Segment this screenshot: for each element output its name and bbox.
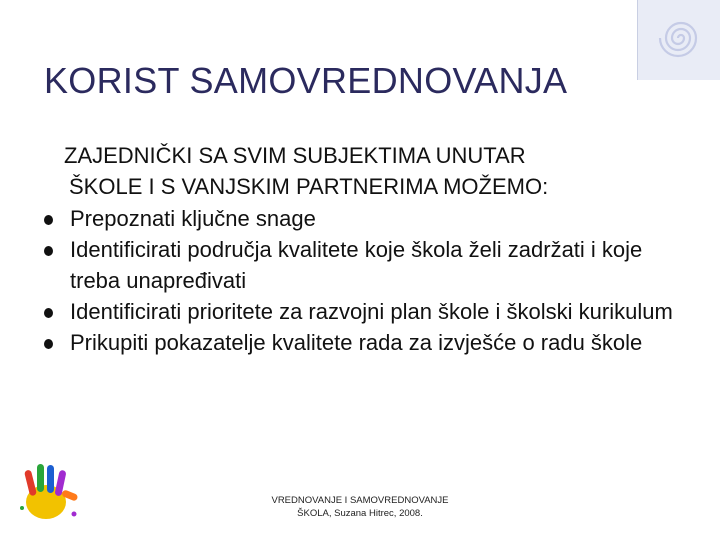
bullet-text: Identificirati prioritete za razvojni plan škole i školski kurikulum [70,299,673,324]
colorful-hand-icon [14,456,84,531]
bullet-dot-icon [44,246,53,256]
bullet-dot-icon [44,308,53,318]
bullet-text: Prepoznati ključne snage [70,206,316,231]
footer [250,494,470,520]
footer-line-1: VREDNOVANJE I SAMOVREDNOVANJE [271,495,449,506]
footer-line-2: ŠKOLA, Suzana Hitrec, 2008. [297,508,423,519]
bullet-dot-icon [44,215,53,225]
corner-decoration [637,0,720,80]
intro-line-2: ŠKOLE I S VANJSKIM PARTNERIMA MOŽEMO: [69,174,549,199]
bullet-item [44,296,694,327]
bullet-text: Prikupiti pokazatelje kvalitete rada za izvješće o radu škole [70,330,643,355]
bullet-text: Identificirati područja kvalitete koje škola želi zadržati i koje treba unapređivati [70,237,643,293]
bullet-item [44,203,694,234]
bullet-list [44,203,694,358]
page-title: KORIST SAMOVREDNOVANJA [44,60,568,101]
spiral-icon [648,8,708,68]
bullet-item [44,234,694,296]
bullet-dot-icon [44,339,53,349]
intro-line-1: ZAJEDNIČKI SA SVIM SUBJEKTIMA UNUTAR [64,143,526,168]
intro-text [64,140,704,202]
bullet-item [44,327,694,358]
